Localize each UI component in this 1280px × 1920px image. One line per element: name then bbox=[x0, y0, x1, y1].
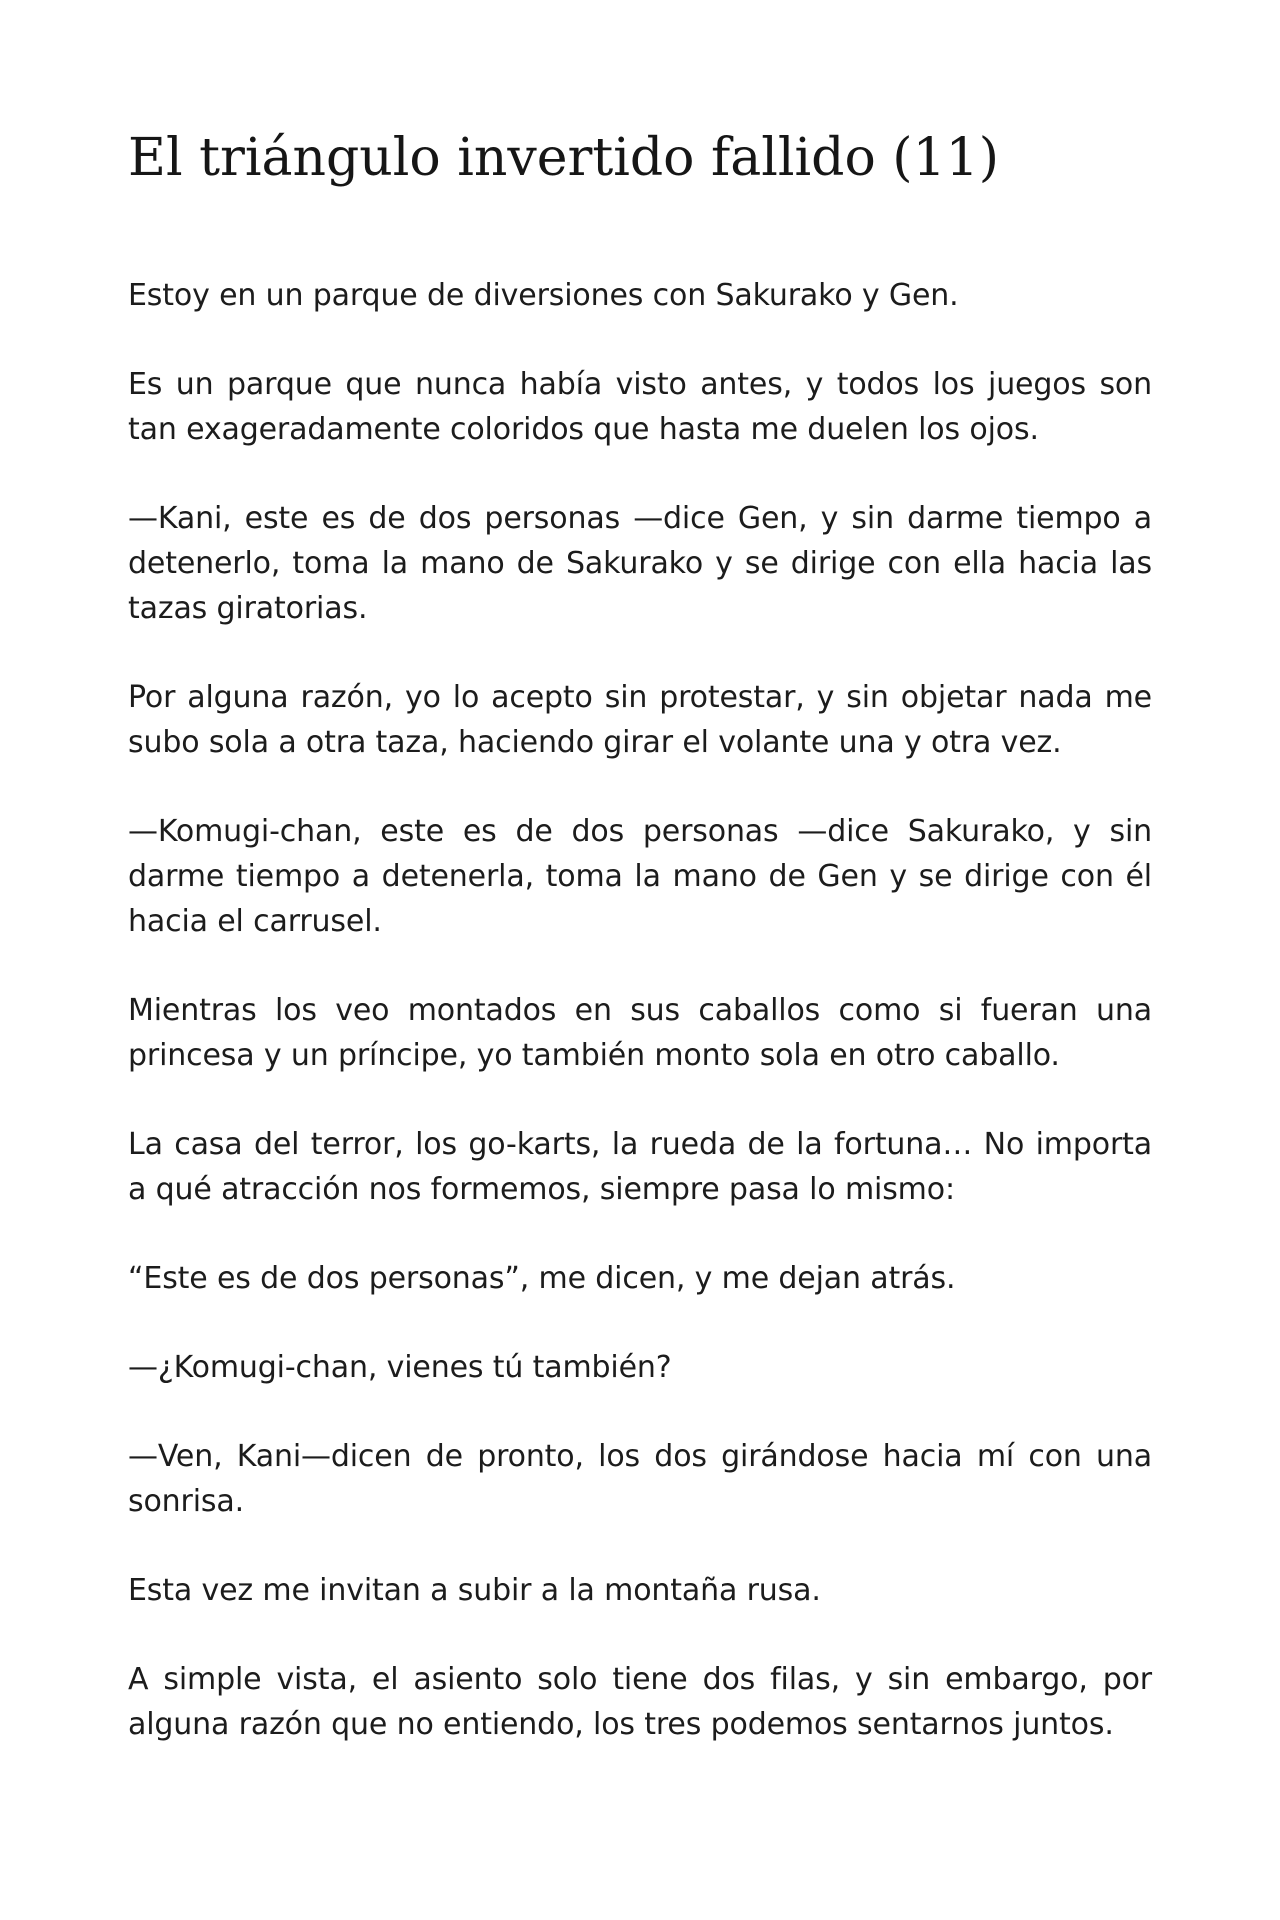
paragraph-4: Por alguna razón, yo lo acepto sin protestar, y sin objetar nada me subo sola a otra taza, haciendo girar el volante una y otra vez. bbox=[128, 680, 1152, 760]
paragraph-1: Estoy en un parque de diversiones con Sakurako y Gen. bbox=[128, 278, 959, 313]
chapter-body bbox=[128, 273, 1152, 1791]
paragraph-3: —Kani, este es de dos personas —dice Gen, y sin darme tiempo a detenerlo, toma la mano de Sakurako y se dirige con ella hacia las tazas giratorias. bbox=[128, 501, 1152, 626]
chapter-title: El triángulo invertido fallido (11) bbox=[128, 128, 1000, 188]
paragraph-8: “Este es de dos personas”, me dicen, y me dejan atrás. bbox=[128, 1261, 956, 1296]
paragraph-10: —Ven, Kani—dicen de pronto, los dos girándose hacia mí con una sonrisa. bbox=[128, 1439, 1152, 1519]
paragraph-12: A simple vista, el asiento solo tiene dos filas, y sin embargo, por alguna razón que no entiendo, los tres podemos sentarnos juntos. bbox=[128, 1662, 1152, 1742]
paragraph-2: Es un parque que nunca había visto antes, y todos los juegos son tan exageradamente coloridos que hasta me duelen los ojos. bbox=[128, 367, 1152, 447]
paragraph-9: —¿Komugi-chan, vienes tú también? bbox=[128, 1350, 672, 1385]
paragraph-11: Esta vez me invitan a subir a la montaña rusa. bbox=[128, 1573, 821, 1608]
paragraph-7: La casa del terror, los go-karts, la rueda de la fortuna… No importa a qué atracción nos formemos, siempre pasa lo mismo: bbox=[128, 1127, 1152, 1207]
paragraph-5: —Komugi-chan, este es de dos personas —dice Sakurako, y sin darme tiempo a detenerla, toma la mano de Gen y se dirige con él hacia el carrusel. bbox=[128, 814, 1152, 939]
paragraph-6: Mientras los veo montados en sus caballos como si fueran una princesa y un príncipe, yo también monto sola en otro caballo. bbox=[128, 993, 1152, 1073]
